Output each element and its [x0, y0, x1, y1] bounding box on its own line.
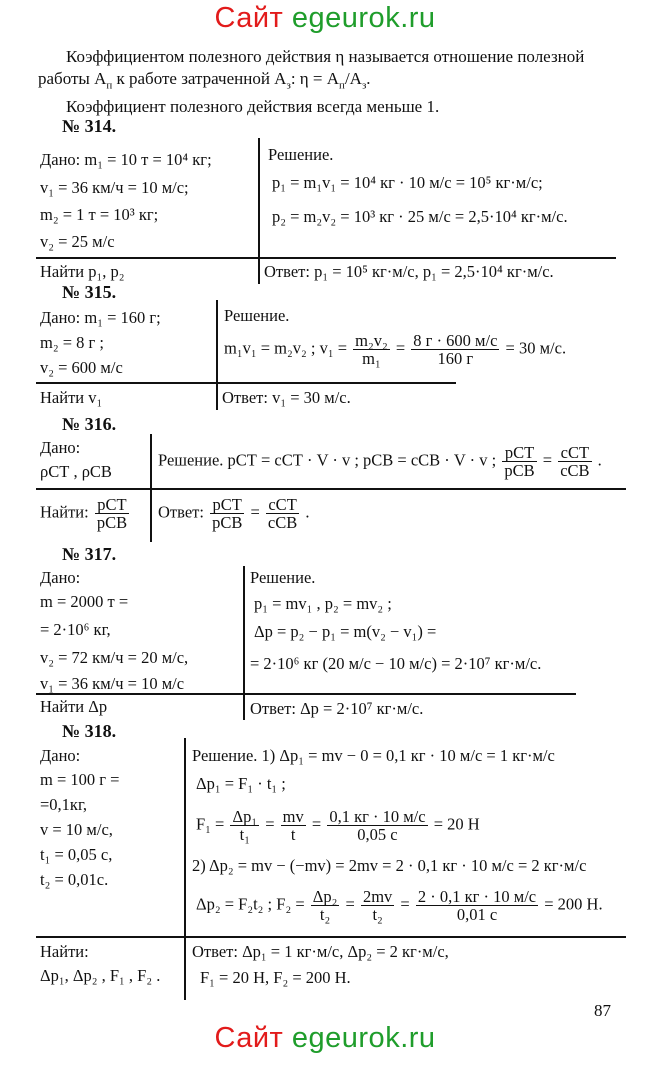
p314-given-4: v₂ = 25 м/с — [40, 232, 115, 251]
p316-answer-fraction-1: $\frac{\text{pСТ}}{\text{pСВ}}$ — [212, 495, 243, 532]
site-watermark-bottom — [0, 1022, 650, 1055]
p318-find-label: Найти: — [40, 942, 89, 961]
p318-solution-5: Δp₂ = F₂t₂ ; F₂ = $\frac{\text{Δp₂}}{\text{t₂}}$ = $\frac{2mv}{\text{t₂}}$ = $\frac{2 \cdot 0,1 кг \cdot 10 м/с}{0,01 с}$ = 200 Н. — [196, 887, 603, 924]
site-watermark-top — [0, 2, 650, 35]
intro-line-2: Коэффициент полезного действия всегда меньше 1. — [66, 97, 440, 117]
p315-divider-horizontal — [36, 382, 456, 384]
p314-solution-label: Решение. — [268, 145, 334, 164]
p318-s3-fraction-1: $\frac{\text{Δp₁}}{\text{t₁}}$ — [232, 807, 258, 844]
p317-solution-label: Решение. — [250, 568, 316, 587]
p317-given-2: = 2·10⁶ кг, — [40, 620, 111, 639]
problem-316-title: № 316. — [62, 414, 117, 434]
p318-solution-1: Решение. 1) Δp₁ = mv − 0 = 0,1 кг · 10 м/с = 1 кг·м/с — [192, 746, 555, 765]
p318-given-2: =0,1кг, — [40, 795, 87, 814]
p317-solution-2: Δp = p₂ − p₁ = m(v₂ − v₁) = — [254, 622, 437, 641]
p316-answer: Ответ: $\frac{\text{pСТ}}{\text{pСВ}}$ = $\frac{\text{cСТ}}{\text{cСВ}}$ . — [158, 495, 310, 532]
p314-given-1: Дано: m₁ = 10 т = 10⁴ кг; — [40, 150, 212, 169]
p315-given-1: Дано: m₁ = 160 г; — [40, 308, 161, 327]
p317-solution-1: p₁ = mv₁ , p₂ = mv₂ ; — [254, 594, 392, 613]
problem-315-title: № 315. — [62, 282, 117, 302]
p316-divider-horizontal — [36, 488, 626, 490]
p318-s3-fraction-3: $\frac{0,1 кг \cdot 10 м/с}{0,05 с}$ — [329, 807, 426, 844]
p318-given-4: t₁ = 0,05 с, — [40, 845, 113, 864]
site-name-green: egeurok.ru — [291, 1022, 436, 1054]
p317-solution-3: = 2·10⁶ кг (20 м/с − 10 м/с) = 2·10⁷ кг·м/с. — [250, 654, 542, 673]
p318-given-label: Дано: — [40, 746, 81, 765]
p315-fraction-1: $\frac{\text{m₂v₂}}{\text{m₁}}$ — [355, 331, 388, 368]
p316-answer-fraction-2: $\frac{\text{cСТ}}{\text{cСВ}}$ — [267, 495, 298, 532]
p316-solution: Решение. pСТ = cСТ · V · v ; pСВ = cСВ · V · v ; $\frac{\text{pСТ}}{\text{pСВ}}$ = $\frac{\text{cСТ}}{\text{cСВ}}$ . — [158, 443, 602, 480]
p315-answer: Ответ: v₁ = 30 м/с. — [222, 388, 351, 407]
p315-fraction-2: $\frac{8 г \cdot 600 м/с}{160 г}$ — [413, 331, 498, 368]
p314-find: Найти p₁, p₂ — [40, 262, 125, 281]
p318-answer-1: Ответ: Δp₁ = 1 кг·м/с, Δp₂ = 2 кг·м/с, — [192, 942, 449, 961]
p318-given-1: m = 100 г = — [40, 770, 120, 789]
p318-solution-3: F₁ = $\frac{\text{Δp₁}}{\text{t₁}}$ = $\frac{mv}{t}$ = $\frac{0,1 кг \cdot 10 м/с}{0,05 с}$ = 20 Н — [196, 807, 480, 844]
site-name-red: Сайт — [214, 1022, 284, 1054]
p315-divider-vertical — [216, 300, 218, 410]
p317-given-label: Дано: — [40, 568, 81, 587]
problem-314-title: № 314. — [62, 116, 117, 136]
p314-solution-2: p₂ = m₂v₂ = 10³ кг · 25 м/с = 2,5·10⁴ кг·м/с. — [272, 207, 568, 226]
p318-s5-fraction-2: $\frac{2mv}{\text{t₂}}$ — [362, 887, 393, 924]
p318-s5-fraction-1: $\frac{\text{Δp₂}}{\text{t₂}}$ — [312, 887, 338, 924]
p318-solution-2: Δp₁ = F₁ · t₁ ; — [196, 774, 286, 793]
p317-given-3: v₂ = 72 км/ч = 20 м/с, — [40, 648, 189, 667]
p318-solution-4: 2) Δp₂ = mv − (−mv) = 2mv = 2 · 0,1 кг · 10 м/с = 2 кг·м/с — [192, 856, 587, 875]
p317-find: Найти Δp — [40, 697, 108, 716]
p314-given-2: v₁ = 36 км/ч = 10 м/с; — [40, 178, 189, 197]
intro-paragraph — [38, 46, 623, 118]
p316-find: Найти: $\frac{\text{pСТ}}{\text{pСВ}}$ — [40, 495, 128, 532]
p317-divider-vertical — [243, 566, 245, 720]
p318-s5-fraction-3: $\frac{2 \cdot 0,1 кг \cdot 10 м/с}{0,01 с}$ — [417, 887, 537, 924]
problem-317-title: № 317. — [62, 544, 117, 564]
p314-answer: Ответ: p₁ = 10⁵ кг·м/с, p₁ = 2,5·10⁴ кг·м/с. — [264, 262, 554, 281]
p318-given-5: t₂ = 0,01с. — [40, 870, 109, 889]
p317-answer: Ответ: Δp = 2·10⁷ кг·м/с. — [250, 699, 424, 718]
site-name-green: egeurok.ru — [291, 2, 436, 34]
p315-given-3: v₂ = 600 м/с — [40, 358, 123, 377]
p318-given-3: v = 10 м/с, — [40, 820, 113, 839]
page-number: 87 — [594, 1001, 611, 1020]
p317-divider-horizontal — [36, 693, 576, 695]
site-name-red: Сайт — [214, 2, 284, 34]
p318-answer-2: F₁ = 20 Н, F₂ = 200 Н. — [200, 968, 351, 987]
p318-divider-vertical — [184, 738, 186, 1000]
problem-318-title: № 318. — [62, 721, 117, 741]
p316-solution-fraction-2: $\frac{\text{cСТ}}{\text{cСВ}}$ — [560, 443, 590, 480]
p314-solution-1: p₁ = m₁v₁ = 10⁴ кг · 10 м/с = 10⁵ кг·м/с; — [272, 173, 543, 192]
p318-divider-horizontal — [36, 936, 626, 938]
p314-divider-horizontal — [36, 257, 616, 259]
p315-given-2: m₂ = 8 г ; — [40, 333, 104, 352]
p314-given-3: m₂ = 1 т = 10³ кг; — [40, 205, 159, 224]
p318-s3-fraction-2: $\frac{mv}{t}$ — [282, 807, 304, 844]
intro-line-1: Коэффициентом полезного действия η называется отношение полезной работы $A_п$ к работе затраченной $A_з$: $\eta = A_п/A_з$. — [38, 47, 585, 92]
p317-given-4: v₁ = 36 км/ч = 10 м/с — [40, 674, 185, 693]
p316-given-1: ρСТ , ρСВ — [40, 462, 112, 481]
p316-find-fraction: $\frac{\text{pСТ}}{\text{pСВ}}$ — [96, 495, 128, 532]
p317-given-1: m = 2000 т = — [40, 592, 129, 611]
p316-solution-fraction-1: $\frac{\text{pСТ}}{\text{pСВ}}$ — [504, 443, 535, 480]
p314-divider-vertical — [258, 138, 260, 284]
p315-solution-label: Решение. — [224, 306, 290, 325]
p318-find-list: Δp₁, Δp₂ , F₁ , F₂ . — [40, 966, 161, 985]
p316-given-label: Дано: — [40, 438, 81, 457]
p315-find: Найти v₁ — [40, 388, 103, 407]
p315-solution-1: m₁v₁ = m₂v₂ ; v₁ = $\frac{\text{m₂v₂}}{\text{m₁}}$ = $\frac{8 г \cdot 600 м/с}{160 г}$ = 30 м/с. — [224, 331, 567, 368]
